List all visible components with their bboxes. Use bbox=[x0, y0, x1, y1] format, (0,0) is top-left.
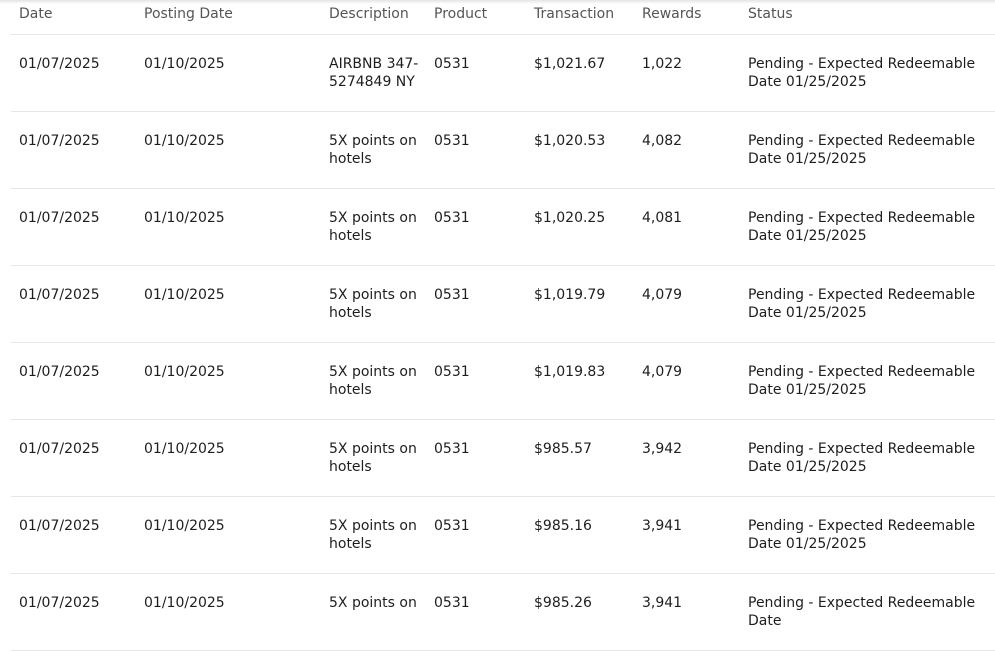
cell-date: 01/07/2025 bbox=[19, 595, 100, 611]
table-row[interactable] bbox=[11, 35, 995, 112]
cell-rewards: 4,081 bbox=[642, 210, 683, 226]
cell-transaction: $985.26 bbox=[534, 595, 592, 611]
table-header-row bbox=[11, 0, 995, 35]
cell-status: Pending - Expected Redeemable Date 01/25/2025 bbox=[748, 518, 976, 552]
cell-date: 01/07/2025 bbox=[19, 364, 100, 380]
cell-posting-date: 01/10/2025 bbox=[144, 364, 225, 380]
header-transaction[interactable]: Transaction bbox=[534, 6, 615, 22]
cell-date: 01/07/2025 bbox=[19, 133, 100, 149]
cell-product: 0531 bbox=[434, 364, 470, 380]
cell-product: 0531 bbox=[434, 441, 470, 457]
cell-status: Pending - Expected Redeemable Date 01/25/2025 bbox=[748, 210, 976, 244]
table-row[interactable] bbox=[11, 574, 995, 651]
cell-description: 5X points on hotels bbox=[329, 518, 417, 552]
rewards-activity-table bbox=[11, 0, 995, 651]
cell-description: 5X points on hotels bbox=[329, 441, 417, 475]
cell-rewards: 3,941 bbox=[642, 518, 683, 534]
cell-posting-date: 01/10/2025 bbox=[144, 56, 225, 72]
cell-transaction: $1,020.25 bbox=[534, 210, 606, 226]
cell-date: 01/07/2025 bbox=[19, 210, 100, 226]
cell-product: 0531 bbox=[434, 56, 470, 72]
cell-product: 0531 bbox=[434, 518, 470, 534]
table-row[interactable] bbox=[11, 420, 995, 497]
cell-status: Pending - Expected Redeemable Date 01/25/2025 bbox=[748, 364, 976, 398]
cell-product: 0531 bbox=[434, 210, 470, 226]
cell-date: 01/07/2025 bbox=[19, 441, 100, 457]
cell-rewards: 3,942 bbox=[642, 441, 683, 457]
cell-description: 5X points on bbox=[329, 595, 417, 611]
table-row[interactable] bbox=[11, 497, 995, 574]
cell-description: 5X points on hotels bbox=[329, 287, 417, 321]
cell-posting-date: 01/10/2025 bbox=[144, 441, 225, 457]
cell-date: 01/07/2025 bbox=[19, 518, 100, 534]
cell-transaction: $1,020.53 bbox=[534, 133, 606, 149]
cell-posting-date: 01/10/2025 bbox=[144, 287, 225, 303]
cell-description: AIRBNB 347-5274849 NY bbox=[329, 56, 419, 90]
cell-posting-date: 01/10/2025 bbox=[144, 133, 225, 149]
cell-transaction: $985.57 bbox=[534, 441, 592, 457]
cell-posting-date: 01/10/2025 bbox=[144, 210, 225, 226]
header-status[interactable]: Status bbox=[748, 6, 793, 22]
cell-transaction: $1,019.83 bbox=[534, 364, 606, 380]
cell-description: 5X points on hotels bbox=[329, 133, 417, 167]
cell-product: 0531 bbox=[434, 133, 470, 149]
cell-status: Pending - Expected Redeemable Date 01/25/2025 bbox=[748, 441, 976, 475]
cell-posting-date: 01/10/2025 bbox=[144, 595, 225, 611]
header-description[interactable]: Description bbox=[329, 6, 409, 22]
cell-posting-date: 01/10/2025 bbox=[144, 518, 225, 534]
cell-rewards: 4,079 bbox=[642, 287, 683, 303]
header-rewards[interactable]: Rewards bbox=[642, 6, 702, 22]
cell-product: 0531 bbox=[434, 595, 470, 611]
cell-status: Pending - Expected Redeemable Date 01/25/2025 bbox=[748, 133, 976, 167]
cell-transaction: $1,019.79 bbox=[534, 287, 606, 303]
table-row[interactable] bbox=[11, 266, 995, 343]
table-row[interactable] bbox=[11, 189, 995, 266]
cell-rewards: 3,941 bbox=[642, 595, 683, 611]
table-body bbox=[11, 35, 995, 651]
cell-status: Pending - Expected Redeemable Date bbox=[748, 595, 976, 629]
cell-rewards: 4,082 bbox=[642, 133, 683, 149]
cell-description: 5X points on hotels bbox=[329, 210, 417, 244]
cell-rewards: 1,022 bbox=[642, 56, 683, 72]
cell-status: Pending - Expected Redeemable Date 01/25/2025 bbox=[748, 287, 976, 321]
cell-rewards: 4,079 bbox=[642, 364, 683, 380]
header-date[interactable]: Date bbox=[19, 6, 53, 22]
cell-transaction: $1,021.67 bbox=[534, 56, 606, 72]
header-posting-date[interactable]: Posting Date bbox=[144, 6, 233, 22]
table-row[interactable] bbox=[11, 343, 995, 420]
cell-description: 5X points on hotels bbox=[329, 364, 417, 398]
cell-date: 01/07/2025 bbox=[19, 56, 100, 72]
header-product[interactable]: Product bbox=[434, 6, 488, 22]
cell-date: 01/07/2025 bbox=[19, 287, 100, 303]
cell-transaction: $985.16 bbox=[534, 518, 592, 534]
cell-product: 0531 bbox=[434, 287, 470, 303]
table-row[interactable] bbox=[11, 112, 995, 189]
cell-status: Pending - Expected Redeemable Date 01/25/2025 bbox=[748, 56, 976, 90]
